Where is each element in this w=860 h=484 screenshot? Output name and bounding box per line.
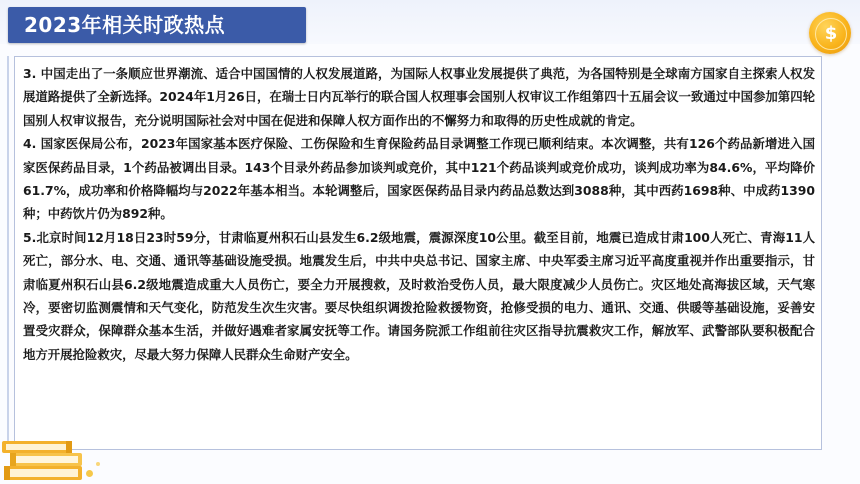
stacked-books-icon [0, 426, 98, 484]
paragraph-item-5: 5.北京时间12月18日23时59分，甘肃临夏州积石山县发生6.2级地震，震源深度10公里。截至目前，地震已造成甘肃100人死亡、青海11人死亡，部分水、电、交通、通讯等基础设施受损。地震发生后，中共中央总书记、国家主席、中央军委主席习近平高度重视并作出重要指示，甘肃临夏州积石山县6.2级地震造成重大人员伤亡，要全力开展搜救，及时救治受伤人员，最大限度减少人员伤亡。灾区地处高海拔区域，天气寒冷，要密切监测震情和天气变化，防范发生次生灾害。要尽快组织调拨抢险救援物资，抢修受损的电力、通讯、交通、供暖等基础设施，妥善安置受灾群众，保障群众基本生活，并做好遇难者家属安抚等工作。请国务院派工作组前往灾区指导抗震救灾工作，解放军、武警部队要积极配合地方开展抢险救灾，尽最大努力保障人民群众生命财产安全。 [23, 229, 815, 362]
paragraph-item-4: 4. 国家医保局公布，2023年国家基本医疗保险、工伤保险和生育保险药品目录调整工作现已顺利结束。本次调整，共有126个药品新增进入国家医保药品目录，1个药品被调出目录。143个目录外药品参加谈判或竞价，其中121个药品谈判或竞价成功，谈判成功率为84.6%，平均降价61.7%，成功率和价格降幅均与2022年基本相当。本轮调整后，国家医保药品目录内药品总数达到3088种，其中西药1698种、中成药1390种；中药饮片仍为892种。 [23, 136, 815, 222]
paragraph-item-3: 3. 中国走出了一条顺应世界潮流、适合中国国情的人权发展道路，为国际人权事业发展提供了典范，为各国特别是全球南方国家自主探索人权发展道路提供了全新选择。2024年1月26日，在瑞士日内瓦举行的联合国人权理事会国别人权审议工作组第四十五届会议一致通过中国参加第四轮国别人权审议报告，充分说明国际社会对中国在促进和保障人权方面作出的不懈努力和取得的历史性成就的肯定。 [23, 66, 815, 128]
title-banner [8, 7, 306, 43]
content-text [23, 62, 815, 366]
decor-dot [96, 462, 100, 466]
page-title: 2023年相关时政热点 [24, 13, 226, 37]
decor-dot [86, 470, 93, 477]
gold-coin-icon [809, 12, 851, 54]
left-divider [7, 56, 9, 448]
content-panel [14, 56, 822, 450]
coin-symbol: $ [815, 18, 847, 50]
